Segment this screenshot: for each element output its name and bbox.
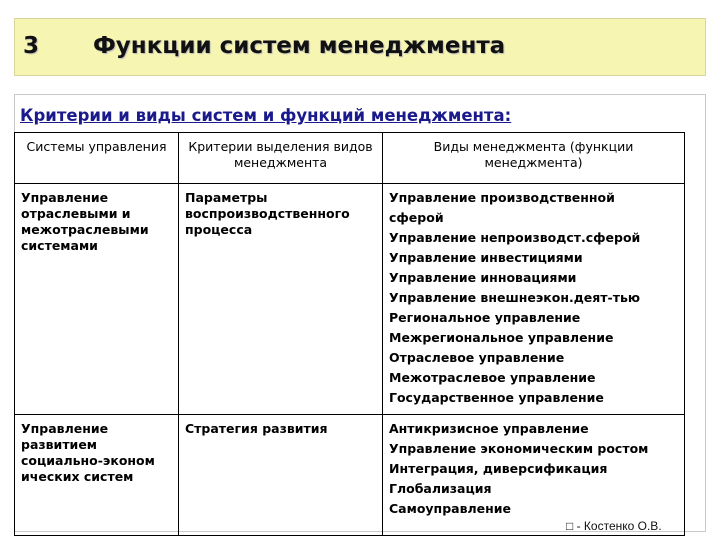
kind-item: Управление инвестициями	[389, 250, 583, 265]
table-row	[15, 184, 685, 415]
kind-item: Управление экономическим ростом	[389, 441, 649, 456]
kind-item: Управление инновациями	[389, 270, 577, 285]
author-text: - Костенко О.В.	[576, 519, 662, 533]
header-kinds: Виды менеджмента (функции менеджмента)	[383, 133, 685, 184]
kind-item: Управление производственной	[389, 190, 615, 205]
header-systems: Системы управления	[15, 133, 179, 184]
kind-item: Управление непроизводст.сферой	[389, 230, 641, 245]
kind-item: Межрегиональное управление	[389, 330, 614, 345]
kinds-cell	[383, 415, 685, 536]
kind-item: Интеграция, диверсификация	[389, 461, 608, 476]
kind-item: Региональное управление	[389, 310, 581, 325]
kind-item: Управление внешнеэкон.деят-тью	[389, 290, 641, 305]
kind-item: Межотраслевое управление	[389, 370, 596, 385]
kind-item: Государственное управление	[389, 390, 604, 405]
copyright-icon: □	[566, 519, 577, 533]
table-row	[15, 415, 685, 536]
table-header-row	[15, 133, 685, 184]
section-subtitle: Критерии и виды систем и функций менеджмента:	[20, 106, 512, 125]
kind-item: Глобализация	[389, 481, 492, 496]
header-criteria: Критерии выделения видов менеджмента	[179, 133, 383, 184]
criteria-table	[14, 132, 685, 536]
page-title: Функции систем менеджмента	[93, 33, 506, 59]
kind-item: Антикризисное управление	[389, 421, 589, 436]
system-cell: Управление развитием социально-эконом ических систем	[15, 415, 179, 536]
criterion-cell: Параметры воспроизводственного процесса	[179, 184, 383, 415]
section-number: 3	[23, 33, 40, 59]
title-bar	[14, 18, 706, 76]
kind-item: сферой	[389, 210, 444, 225]
author-footer	[566, 519, 662, 533]
criterion-cell: Стратегия развития	[179, 415, 383, 536]
system-cell: Управление отраслевыми и межотраслевыми системами	[15, 184, 179, 415]
kind-item: Отраслевое управление	[389, 350, 565, 365]
kind-item: Самоуправление	[389, 501, 511, 516]
kinds-cell	[383, 184, 685, 415]
